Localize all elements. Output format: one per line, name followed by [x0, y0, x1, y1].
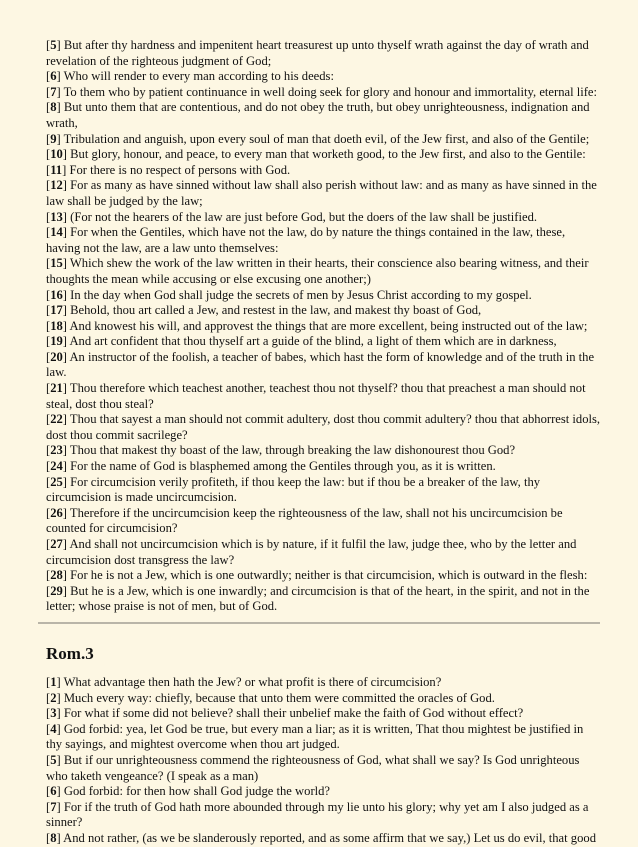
verse: [9] Tribulation and anguish, upon every soul of man that doeth evil, of the Jew first, and also of the Gentile; — [46, 131, 590, 146]
verse: [11] For there is no respect of persons with God. — [46, 162, 291, 177]
verse-number: 7 — [50, 84, 57, 99]
verse-number: 20 — [50, 349, 63, 364]
verse-number: 8 — [50, 100, 57, 115]
verse-number: 2 — [50, 690, 57, 705]
verse-text: To them who by patient continuance in well doing seek for glory and honour and immortality, eternal life: — [60, 84, 598, 99]
verse: [6] Who will render to every man according to his deeds: — [46, 69, 334, 84]
verse-text: Who will render to every man according to his deeds: — [60, 69, 334, 84]
verse: [2] Much every way: chiefly, because that unto them were committed the oracles of God. — [46, 690, 495, 705]
verse-text: And knowest his will, and approvest the things that are more excellent, being instructed out of the law; — [67, 318, 588, 333]
verse: [16] In the day when God shall judge the secrets of men by Jesus Christ according to my gospel. — [46, 287, 532, 302]
verse: [23] Thou that makest thy boast of the law, through breaking the law dishonourest thou God? — [46, 443, 516, 458]
verse-number: 3 — [50, 706, 57, 721]
verse: [10] But glory, honour, and peace, to every man that worketh good, to the Jew first, and also to the Gentile: — [46, 147, 586, 162]
verse: [1] What advantage then hath the Jew? or what profit is there of circumcision? — [46, 674, 442, 689]
chapter-heading: Rom.3 — [46, 643, 94, 663]
horizontal-divider — [38, 622, 600, 624]
verse-number: 13 — [50, 209, 63, 224]
verse-number: 24 — [50, 459, 63, 474]
verse-number: 8 — [50, 830, 57, 845]
verse: [13] (For not the hearers of the law are just before God, but the doers of the law shall be justified. — [46, 209, 538, 224]
verse-number: 14 — [50, 225, 63, 240]
verse-number: 25 — [50, 474, 63, 489]
verse: [26] Therefore if the uncircumcision keep the righteousness of the law, shall not his uncircumcision be counted for circumcision? — [46, 505, 563, 536]
verse-number: 5 — [50, 38, 57, 52]
verse-text: In the day when God shall judge the secrets of men by Jesus Christ according to my gospel. — [67, 287, 532, 302]
verse-number: 7 — [50, 799, 57, 814]
verse: [3] For what if some did not believe? shall their unbelief make the faith of God without effect? — [46, 706, 524, 721]
verse: [18] And knowest his will, and approvest the things that are more excellent, being instructed out of the law; — [46, 318, 588, 333]
verse-number: 10 — [50, 147, 63, 162]
verse: [8] But unto them that are contentious, and do not obey the truth, but obey unrighteousness, indignation and wrath, — [46, 100, 590, 130]
verse-number: 5 — [50, 752, 57, 767]
verse-number: 12 — [50, 178, 63, 193]
verse-text: Thou that sayest a man should not commit adultery, dost thou commit adultery? thou that abhorrest idols, dost thou commit sacrilege? — [46, 412, 601, 442]
romans-2-verses — [46, 38, 602, 615]
verse: [7] To them who by patient continuance in well doing seek for glory and honour and immortality, eternal life: — [46, 84, 598, 99]
verse-text: For when the Gentiles, which have not the law, do by nature the things contained in the law, these, having not the law, are a law unto themselves: — [46, 225, 566, 255]
verse-number: 1 — [50, 674, 57, 689]
verse-text: And not rather, (as we be slanderously reported, and as some affirm that we say,) Let us do evil, that good — [60, 830, 596, 845]
verse: [5] But after thy hardness and impenitent heart treasurest up unto thyself wrath against the day of wrath and revelation of the righteous judgment of God; — [46, 38, 589, 68]
verse-text: Thou therefore which teachest another, teachest thou not thyself? thou that preachest a man should not steal, dost thou steal? — [46, 381, 586, 411]
verse: [12] For as many as have sinned without law shall also perish without law: and as many as have sinned in the law shall be judged by the law; — [46, 178, 597, 208]
verse-text: And shall not uncircumcision which is by nature, if it fulfil the law, judge thee, who by the letter and circumcision dost transgress the law? — [46, 537, 577, 567]
verse: [7] For if the truth of God hath more abounded through my lie unto his glory; why yet am I also judged as a sinner? — [46, 799, 589, 830]
verse-text: God forbid: for then how shall God judge the world? — [60, 784, 331, 799]
verse-text: An instructor of the foolish, a teacher of babes, which hast the form of knowledge and of the truth in the law. — [46, 349, 595, 380]
verse: [24] For the name of God is blasphemed among the Gentiles through you, as it is written. — [46, 459, 496, 474]
verse-number: 6 — [50, 69, 57, 84]
verse: [5] But if our unrighteousness commend the righteousness of God, what shall we say? Is God unrighteous who taketh vengeance? (I speak as a man) — [46, 752, 580, 783]
verse-text: But after thy hardness and impenitent heart treasurest up unto thyself wrath against the day of wrath and revelation of the righteous judgment of God; — [46, 38, 589, 68]
verse-text: And art confident that thou thyself art a guide of the blind, a light of them which are in darkness, — [67, 334, 557, 349]
verse: [22] Thou that sayest a man should not commit adultery, dost thou commit adultery? thou that abhorrest idols, dost thou commit sacrilege? — [46, 412, 601, 442]
verse-number: 19 — [50, 334, 63, 349]
verse-number: 9 — [50, 131, 57, 146]
verse-number: 28 — [50, 568, 63, 583]
romans-3-verses — [46, 675, 602, 847]
verse-number: 26 — [50, 505, 63, 520]
verse-text: For as many as have sinned without law shall also perish without law: and as many as have sinned in the law shall be judged by the law; — [46, 178, 597, 208]
verse: [20] An instructor of the foolish, a teacher of babes, which hast the form of knowledge and of the truth in the law. — [46, 349, 595, 380]
verse-number: 27 — [50, 537, 63, 551]
verse-text: For he is not a Jew, which is one outwardly; neither is that circumcision, which is outward in the flesh: — [67, 568, 588, 583]
verse-text: Therefore if the uncircumcision keep the righteousness of the law, shall not his uncircumcision be counted for circumcision? — [46, 505, 563, 536]
verse-number: 11 — [50, 162, 63, 177]
verse-text: For what if some did not believe? shall their unbelief make the faith of God without effect? — [60, 706, 524, 721]
verse-text: For the name of God is blasphemed among the Gentiles through you, as it is written. — [67, 459, 496, 474]
verse: [28] For he is not a Jew, which is one outwardly; neither is that circumcision, which is outward in the flesh: — [46, 568, 588, 583]
verse: [19] And art confident that thou thyself art a guide of the blind, a light of them which are in darkness, — [46, 334, 557, 349]
verse-text: But he is a Jew, which is one inwardly; and circumcision is that of the heart, in the spirit, and not in the letter; whose praise is not of men, but of God. — [46, 583, 590, 614]
verse-text: What advantage then hath the Jew? or what profit is there of circumcision? — [60, 674, 442, 689]
verse-number: 16 — [50, 287, 63, 302]
verse-number: 23 — [50, 443, 63, 458]
verse: [15] Which shew the work of the law written in their hearts, their conscience also bearing witness, and their thoughts the mean while accusing or else excusing one another;) — [46, 256, 589, 286]
verse-text: For there is no respect of persons with God. — [66, 162, 291, 177]
verse-number: 17 — [50, 303, 63, 318]
verse: [27] And shall not uncircumcision which is by nature, if it fulfil the law, judge thee, who by the letter and circumcision dost transgress the law? — [46, 537, 577, 567]
verse: [6] God forbid: for then how shall God judge the world? — [46, 784, 331, 799]
verse-text: God forbid: yea, let God be true, but every man a liar; as it is written, That thou mightest be justified in thy sayings, and mightest overcome when thou art judged. — [46, 721, 584, 752]
verse-number: 21 — [50, 381, 63, 396]
verse-text: Which shew the work of the law written in their hearts, their conscience also bearing witness, and their thoughts the mean while accusing or else excusing one another;) — [46, 256, 589, 286]
verse-text: Tribulation and anguish, upon every soul of man that doeth evil, of the Jew first, and also of the Gentile; — [60, 131, 590, 146]
verse-number: 29 — [50, 583, 63, 598]
verse-number: 18 — [50, 318, 63, 333]
verse: [4] God forbid: yea, let God be true, but every man a liar; as it is written, That thou mightest be justified in thy sayings, and mightest overcome when thou art judged. — [46, 721, 584, 752]
verse-text: (For not the hearers of the law are just before God, but the doers of the law shall be justified. — [67, 209, 538, 224]
verse-text: But unto them that are contentious, and do not obey the truth, but obey unrighteousness, indignation and wrath, — [46, 100, 590, 130]
verse-text: But glory, honour, and peace, to every man that worketh good, to the Jew first, and also to the Gentile: — [67, 147, 586, 162]
verse-text: Behold, thou art called a Jew, and restest in the law, and makest thy boast of God, — [67, 303, 482, 318]
verse: [14] For when the Gentiles, which have not the law, do by nature the things contained in the law, these, having not the law, are a law unto themselves: — [46, 225, 566, 255]
verse: [21] Thou therefore which teachest another, teachest thou not thyself? thou that preachest a man should not steal, dost thou steal? — [46, 381, 586, 411]
verse-text: Thou that makest thy boast of the law, through breaking the law dishonourest thou God? — [67, 443, 516, 458]
verse: [25] For circumcision verily profiteth, if thou keep the law: but if thou be a breaker of the law, thy circumcision is made uncircumcision. — [46, 474, 541, 505]
verse-text: For if the truth of God hath more abounded through my lie unto his glory; why yet am I also judged as a sinner? — [46, 799, 589, 830]
verse-number: 4 — [50, 721, 57, 736]
verse-number: 6 — [50, 784, 57, 799]
verse-number: 15 — [50, 256, 63, 271]
verse: [17] Behold, thou art called a Jew, and restest in the law, and makest thy boast of God, — [46, 303, 482, 318]
verse: [29] But he is a Jew, which is one inwardly; and circumcision is that of the heart, in the spirit, and not in the letter; whose praise is not of men, but of God. — [46, 583, 590, 614]
verse-text: Much every way: chiefly, because that unto them were committed the oracles of God. — [60, 690, 495, 705]
verse-text: But if our unrighteousness commend the righteousness of God, what shall we say? Is God unrighteous who taketh vengeance? (I speak as a man) — [46, 752, 580, 783]
verse: [8] And not rather, (as we be slanderously reported, and as some affirm that we say,) Let us do evil, that good — [46, 830, 596, 845]
verse-text: For circumcision verily profiteth, if thou keep the law: but if thou be a breaker of the law, thy circumcision is made uncircumcision. — [46, 474, 541, 505]
verse-number: 22 — [50, 412, 63, 427]
